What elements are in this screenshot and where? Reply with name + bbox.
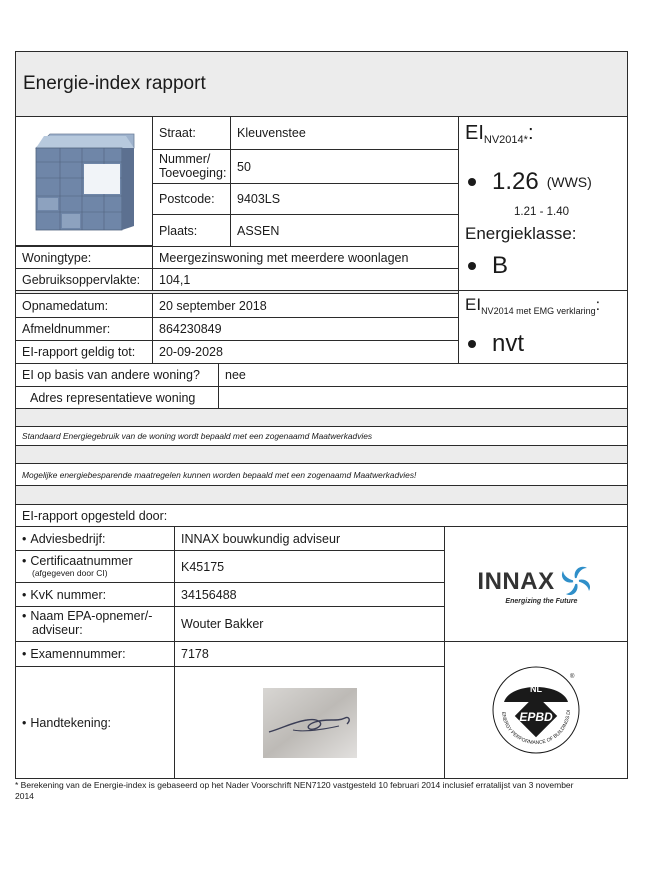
name-value: Wouter Bakker: [174, 606, 445, 642]
city-value: ASSEN: [230, 214, 459, 247]
emg-heading: $EI_{NV2014 met EMG verklaring}$:: [465, 295, 601, 317]
svg-text:NL: NL: [530, 684, 542, 694]
kvk-value: 34156488: [174, 582, 445, 607]
number-value: 50: [230, 149, 459, 184]
ei-heading: $EI_{NV2014*}$:: [465, 122, 534, 147]
cert-value: K45175: [174, 550, 445, 583]
dwelling-type-label: Woningtype:: [15, 246, 153, 269]
record-date-value: 20 september 2018: [152, 293, 459, 318]
name-label: • Naam EPA-opnemer/- adviseur:: [15, 606, 175, 642]
other-dwelling-value: nee: [218, 363, 628, 387]
footnote: * Berekening van de Energie-index is gebaseerd op het Nader Voorschrift NEN7120 vastgesteld 10 februari 2014 inclusief erratalijst van 3 november 2014: [15, 780, 574, 801]
svg-text:EPBD: EPBD: [519, 710, 553, 724]
innax-swirl-icon: [557, 564, 595, 600]
street-label: Straat:: [152, 116, 231, 150]
signature-cell: [174, 666, 445, 779]
title-text: Energie-index rapport: [23, 73, 206, 94]
building-illustration: [30, 126, 138, 236]
street-value: Kleuvenstee: [230, 116, 459, 150]
exam-label: • Examennummer:: [15, 641, 175, 667]
epbd-logo: [490, 664, 582, 756]
innax-logo-cell: [444, 526, 628, 642]
energy-class-label: Energieklasse:: [465, 224, 577, 243]
ei-value: 1.26: [492, 168, 539, 195]
valid-until-label: EI-rapport geldig tot:: [15, 340, 153, 364]
emg-value: nvt: [492, 330, 525, 357]
bullet-icon: [468, 340, 476, 348]
separator-3: [15, 445, 628, 464]
page-title: [15, 51, 628, 117]
bullet-icon: [468, 262, 476, 270]
floor-area-label: Gebruiksoppervlakte:: [15, 268, 153, 291]
company-label: • Adviesbedrijf:: [15, 526, 175, 551]
ei-range: 1.21 - 1.40: [514, 206, 569, 218]
energy-class-value: B: [492, 252, 509, 279]
separator-4: [15, 485, 628, 505]
epbd-logo-cell: [444, 641, 628, 779]
svg-text:®: ®: [570, 674, 575, 680]
dwelling-type-value: Meergezinswoning met meerdere woonlagen: [152, 246, 459, 269]
ei-unit: (WWS): [546, 174, 592, 190]
kvk-label: • KvK nummer:: [15, 582, 175, 607]
number-label: Nummer/ Toevoeging:: [152, 149, 231, 184]
innax-logo: INNAX Energizing the Future: [477, 564, 594, 605]
cert-label: • Certificaatnummer (afgegeven door CI): [15, 550, 175, 583]
exam-value: 7178: [174, 641, 445, 667]
valid-until-value: 20-09-2028: [152, 340, 459, 364]
signature-image: [263, 688, 357, 758]
postcode-label: Postcode:: [152, 183, 231, 215]
company-value: INNAX bouwkundig adviseur: [174, 526, 445, 551]
record-date-label: Opnamedatum:: [15, 293, 153, 318]
rep-address-label: Adres representatieve woning: [15, 386, 219, 409]
emg-value-row: [468, 330, 524, 358]
signature-label: • Handtekening:: [15, 666, 175, 779]
report-number-value: 864230849: [152, 317, 459, 341]
author-heading: EI-rapport opgesteld door:: [15, 504, 628, 527]
note-energy-saving: Mogelijke energiebesparende maatregelen kunnen worden bepaald met een zogenaamd Maatwerkadvies!: [15, 463, 628, 486]
bullet-icon: [468, 178, 476, 186]
separator-2: [15, 408, 628, 427]
note-standard-energy: Standaard Energiegebruik van de woning wordt bepaald met een zogenaamd Maatwerkadvies: [15, 426, 628, 446]
other-dwelling-label: EI op basis van andere woning?: [15, 363, 219, 387]
svg-text:ENERGY PERFORMANCE OF BUILDING: ENERGY PERFORMANCE OF BUILDINGS DI: [500, 709, 573, 747]
city-label: Plaats:: [152, 214, 231, 247]
energy-class-row: [468, 252, 508, 280]
building-image-cell: [15, 116, 153, 246]
ei-value-row: [468, 168, 626, 196]
rep-address-value: [218, 386, 628, 409]
floor-area-value: 104,1: [152, 268, 459, 291]
postcode-value: 9403LS: [230, 183, 459, 215]
report-number-label: Afmeldnummer:: [15, 317, 153, 341]
